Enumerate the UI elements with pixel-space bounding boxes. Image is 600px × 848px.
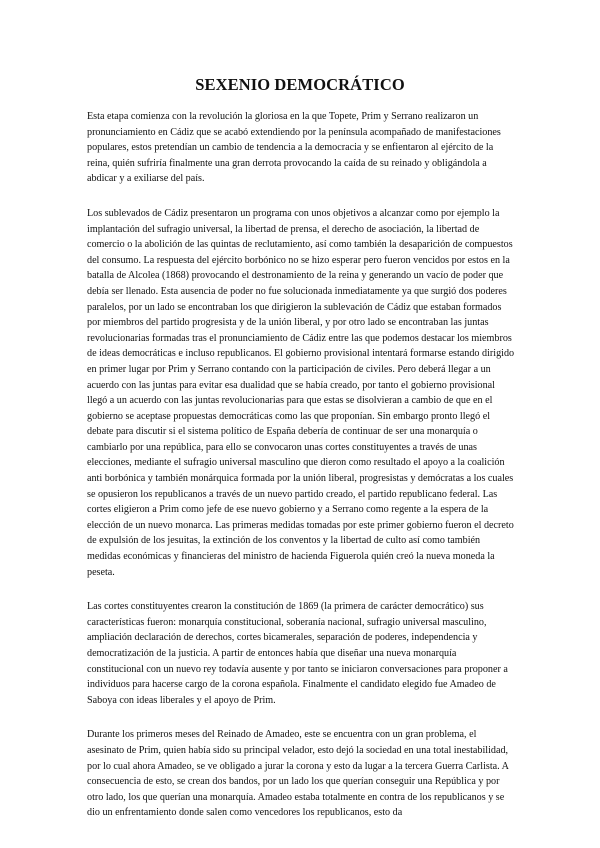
paragraph-amadeo: Durante los primeros meses del Reinado de Amadeo, este se encuentra con un gran problema, el asesinato de Prim, quien había sido su principal velador, esto dejó la sociedad en una total inestabilidad, por lo cual ahora Amadeo, se ve obligado a jurar la corona y esto da lugar a la tercera Guerra Carlista. A consecuencia de esto, se crean dos bandos, por un lado los que querían conseguir una República y por otro lado, los que querían una monarquía. Amadeo estaba totalmente en contra de los republicanos y se dio un enfrentamiento donde salen como vencedores los republicanos, esto da	[87, 729, 509, 819]
document-body	[87, 109, 515, 840]
paragraph-intro: Esta etapa comienza con la revolución la gloriosa en la que Topete, Prim y Serrano realizaron un pronunciamiento en Cádiz que se acabó extendiendo por la península acompañado de manifestaciones populares, estos pretendían un cambio de tendencia a la democracia y se enfientaron al ejército de la reina, quién sufriría finalmente una gran derrota provocando la caída de su reinado y obligándola a abdicar y a exiliarse del país.	[87, 111, 501, 185]
page-title: SEXENIO DEMOCRÁTICO	[195, 75, 405, 94]
paragraph-constitucion: Las cortes constituyentes crearon la constitución de 1869 (la primera de carácter democrático) sus características fueron: monarquía constitucional, soberanía nacional, sufragio universal masculino, ampliación declaración de derechos, cortes bicamerales, separación de poderes, independencia y democratización de la justicia. A partir de entonces había que diseñar una nueva monarquía constitucional con un nuevo rey todavía ausente y por tanto se iniciaron conversaciones para proponer a individuos para hacerse cargo de la corona española. Finalmente el candidato elegido fue Amadeo de Saboya con ideas liberales y el apoyo de Prim.	[87, 601, 508, 706]
paragraph-programa: Los sublevados de Cádiz presentaron un programa con unos objetivos a alcanzar como por ejemplo la implantación del sufragio universal, la libertad de prensa, el derecho de asociación, la libertad de comercio o la abolición de las quintas de reclutamiento, así como también la desaparición de compuestos del consumo. La respuesta del ejército borbónico no se hizo esperar pero fueron vencidos por estos en la batalla de Alcolea (1868) provocando el destronamiento de la reina y generando un vacío de poder que debía ser llenado. Esta ausencia de poder no fue solucionada inmediatamente ya que surgió dos poderes paralelos, por un lado se encontraban los que dirigieron la sublevación de Cádiz que estaban formados por miembros del partido progresista y de la unión liberal, y por otro lado se encontraban las juntas revolucionarias formadas tras el pronunciamiento de Cádiz entre las que podemos destacar los miembros de ideas democráticas e incluso republicanos. El gobierno provisional intentará formarse estando dirigido en primer lugar por Prim y Serrano contando con la participación de civiles. Pero deberá llegar a un acuerdo con las juntas para evitar esa dualidad que se había creado, por tanto el gobierno provisional llegó a un acuerdo con las juntas revolucionarias para que estas se disolvieran a cambio de que en el gobierno se aceptase propuestas democráticas como las que proponían. Sin embargo pronto llegó el debate para discutir si el sistema político de España debería de continuar de ser una monarquía o cambiarlo por una república, para ello se convocaron unas cortes constituyentes a través de unas elecciones, mediante el sufragio universal masculino que dieron como resultado el apoyo a la coalición anti borbónica y también monárquica formada por la unión liberal, progresistas y demócratas a los cuales se opusieron los republicanos a través de un nuevo partido creado, el partido republicano federal. Las cortes eligieron a Prim como jefe de ese nuevo gobierno y a Serrano como regente a la espera de la elección de un nuevo monarca. Las primeras medidas tomadas por este primer gobierno fueron el decreto de expulsión de los jesuitas, la extinción de los conventos y la libertad de culto así como también medidas económicas y financieras del ministro de hacienda Figuerola quién creó la nueva moneda la peseta.	[87, 207, 515, 578]
